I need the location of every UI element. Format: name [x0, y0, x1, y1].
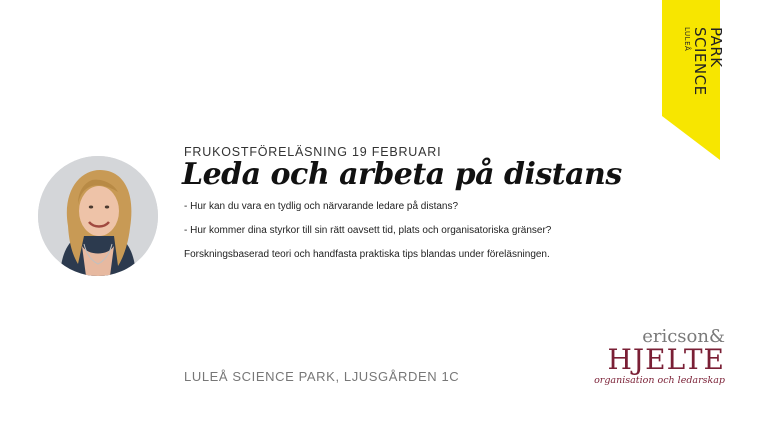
woman-portrait-photo-icon — [38, 156, 158, 276]
banner-text — [683, 27, 725, 96]
logo-hjelte: HJELTE — [607, 343, 725, 376]
event-description: Forskningsbaserad teori och handfasta praktiska tips blandas under föreläsningen. — [184, 249, 550, 260]
logo-ericson: ericson& — [642, 326, 725, 347]
event-title: Leda och arbeta på distans — [182, 157, 622, 192]
event-address: LULEÅ SCIENCE PARK, LJUSGÅRDEN 1C — [184, 369, 460, 384]
event-question-2: - Hur kommer dina styrkor till sin rätt oavsett tid, plats och organisatoriska gränser? — [184, 225, 552, 236]
speaker-portrait — [38, 156, 158, 276]
event-question-1: - Hur kan du vara en tydlig och närvarande ledare på distans? — [184, 201, 459, 212]
banner-science: SCIENCE — [691, 27, 709, 96]
banner-lulea: LULEÅ — [683, 27, 691, 52]
logo-tagline: organisation och ledarskap — [594, 375, 725, 386]
event-date-eyebrow: FRUKOSTFÖRELÄSNING 19 FEBRUARI — [184, 145, 442, 159]
banner-park: PARK — [707, 27, 725, 68]
ericson-hjelte-logo — [594, 326, 725, 390]
